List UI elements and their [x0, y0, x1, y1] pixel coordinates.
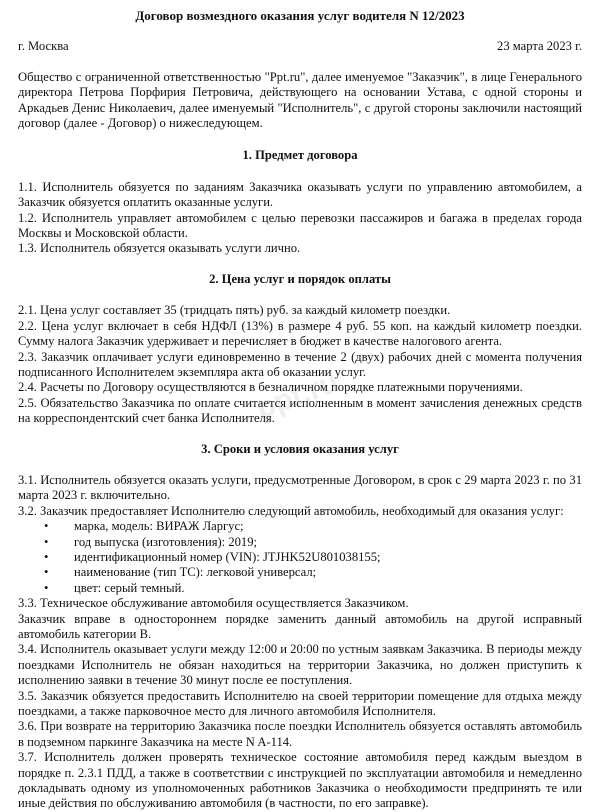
list-item: • марка, модель: ВИРАЖ Ларгус;: [18, 519, 582, 534]
watermark: ppt.ru: [251, 365, 343, 426]
list-item: • наименование (тип ТС): легковой универсал;: [18, 565, 582, 580]
clause-3-7: 3.7. Исполнитель должен проверять техническое состояние автомобиля перед каждым выездом в порядке п. 2.3.1 ПДД, а также в соответствии с инструкцией по эксплуатации автомобиля и немедленно докладывать одному из уполномоченных работников Заказчика о необходимости предпринять те или иные действия по обслуживанию автомобиля (в частности, по его заправке).: [18, 750, 582, 811]
clause-3-4: 3.4. Исполнитель оказывает услуги между 12:00 и 20:00 по устным заявкам Заказчика. В периоды между поездками Исполнитель не обязан находиться на территории Заказчика, но должен приступить к исполнению заявки в течение 30 минут после ее поступления.: [18, 642, 582, 688]
section-heading-2: 2. Цена услуг и порядок оплаты: [209, 271, 391, 286]
clause-3-3-note: Заказчик вправе в одностороннем порядке заменить данный автомобиль на другой исправный автомобиль категории B.: [18, 611, 582, 641]
contract-date: 23 марта 2023 г.: [497, 39, 582, 54]
clause-3-6: 3.6. При возврате на территорию Заказчика после поездки Исполнитель обязуется оставлять автомобиль в подземном паркинге Заказчика на месте N A-114.: [18, 719, 582, 749]
clause-2-3: 2.3. Заказчик оплачивает услуги единовременно в течение 2 (двух) рабочих дней с момента получения подписанного Исполнителем экземпляра акта об оказании услуг.: [18, 349, 582, 379]
preamble: Общество с ограниченной ответственностью "Ppt.ru", далее именуемое "Заказчик", в лице Генерального директора Петрова Порфирия Петровича, действующего на основании Устава, с одной стороны и Аркадьев Денис Николаевич, далее именуемый "Исполнитель", с другой стороны заключили настоящий договор (далее - Договор) о нижеследующем.: [18, 69, 582, 131]
clause-3-1: 3.1. Исполнитель обязуется оказать услуги, предусмотренные Договором, в срок с 29 марта 2023 г. по 31 марта 2023 г. включительно.: [18, 472, 582, 503]
list-item: • идентификационный номер (VIN): JTJHK52U801038155;: [18, 550, 582, 565]
clause-1-2: 1.2. Исполнитель управляет автомобилем с целью перевозки пассажиров и багажа в пределах города Москвы и Московской области.: [18, 210, 582, 241]
document-title: Договор возмездного оказания услуг водителя N 12/2023: [135, 8, 465, 23]
clause-1-1: 1.1. Исполнитель обязуется по заданиям Заказчика оказывать услуги по управлению автомобилем, а Заказчик обязуется оплатить оказанные услуги.: [18, 179, 582, 210]
city-date-row: [18, 39, 582, 54]
clause-2-5: 2.5. Обязательство Заказчика по оплате считается исполненным в момент зачисления денежных средств на корреспондентский счет банка Исполнителя.: [18, 395, 582, 426]
vehicle-details-list: [18, 519, 582, 596]
clause-3-2: 3.2. Заказчик предоставляет Исполнителю следующий автомобиль, необходимый для оказания услуг:: [18, 503, 564, 518]
clause-2-1: 2.1. Цена услуг составляет 35 (тридцать пять) руб. за каждый километр поездки.: [18, 303, 451, 318]
clause-3-3: 3.3. Техническое обслуживание автомобиля осуществляется Заказчиком.: [18, 596, 409, 611]
list-item: • год выпуска (изготовления): 2019;: [18, 535, 582, 550]
contract-city: г. Москва: [18, 39, 69, 54]
clause-3-5: 3.5. Заказчик обязуется предоставить Исполнителю на своей территории помещение для отдыха между поездками, а также парковочное место для личного автомобиля Исполнителя.: [18, 688, 582, 719]
clause-2-4: 2.4. Расчеты по Договору осуществляются в безналичном порядке платежными поручениями.: [18, 380, 523, 395]
section-heading-1: 1. Предмет договора: [242, 148, 358, 163]
clause-1-3: 1.3. Исполнитель обязуется оказывать услуги лично.: [18, 241, 301, 256]
list-item: • цвет: серый темный.: [18, 581, 582, 596]
clause-2-2: 2.2. Цена услуг включает в себя НДФЛ (13%) в размере 4 руб. 55 коп. на каждый километр поездки. Сумму налога Заказчик удерживает и перечисляет в бюджет в качестве налогового агента.: [18, 318, 582, 349]
section-heading-3: 3. Сроки и условия оказания услуг: [201, 441, 399, 456]
